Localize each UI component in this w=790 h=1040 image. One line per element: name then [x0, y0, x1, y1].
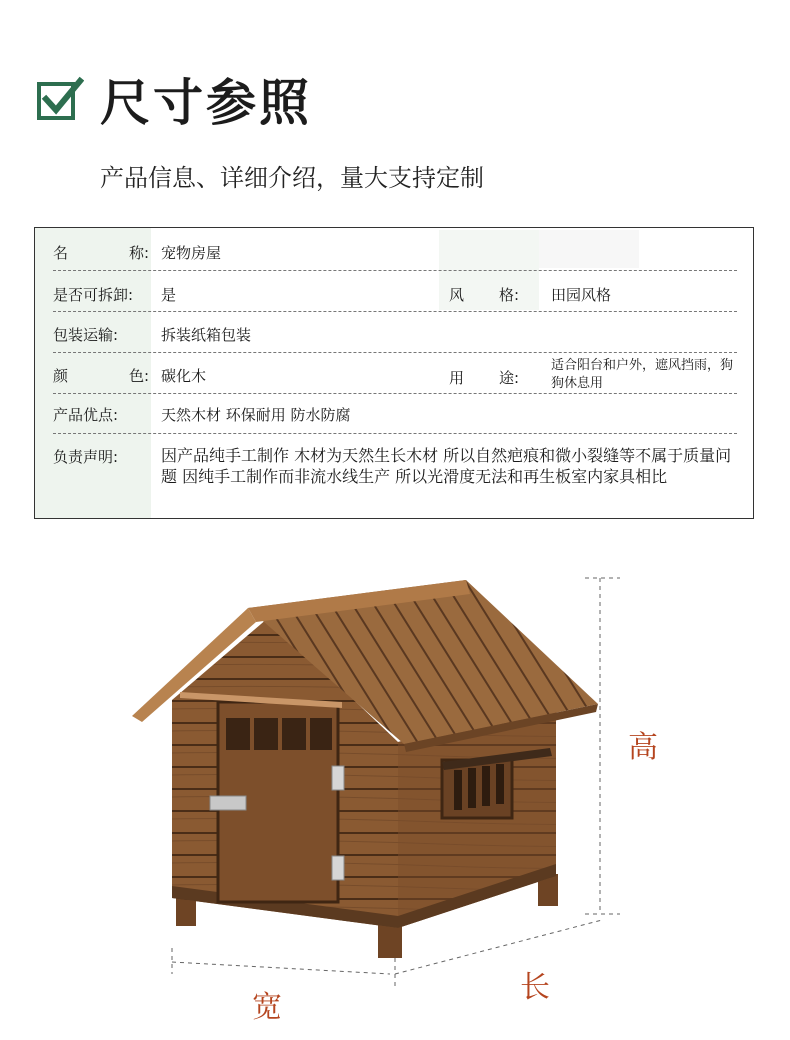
dog-house-image — [120, 570, 760, 1020]
spec-label-disclaimer: 负责声明: — [53, 448, 119, 466]
spec-value-usage: 适合阳台和户外，遮风挡雨，狗狗休息用 — [551, 358, 734, 391]
spec-label-detachable: 是否可拆卸: — [53, 286, 134, 304]
spec-value-style: 田园风格 — [551, 286, 612, 304]
spec-table — [34, 227, 754, 519]
spec-value-packaging: 拆装纸箱包装 — [161, 326, 252, 344]
dimension-length-label: 长 — [520, 970, 550, 1005]
background-patch — [539, 230, 639, 268]
spec-label-usage: 用 途: — [449, 369, 519, 387]
spec-value-name: 宠物房屋 — [161, 244, 222, 262]
page-title: 尺寸参照 — [100, 74, 312, 132]
page-subtitle: 产品信息、详细介绍，量大支持定制 — [100, 164, 484, 192]
spec-label-advantages: 产品优点: — [53, 406, 119, 424]
spec-label-color: 颜 色: — [53, 367, 149, 385]
row-divider — [53, 311, 737, 312]
spec-value-disclaimer: 因产品纯手工制作 木材为天然生长木材 所以自然疤痕和微小裂缝等不属于质量问题 因纯手工制作而非流水线生产 所以光滑度无法和再生板室内家具相比 — [161, 446, 732, 486]
row-divider — [53, 433, 737, 434]
checkbox-check-icon — [36, 75, 84, 123]
row-divider — [53, 352, 737, 353]
dimension-height-label: 高 — [628, 730, 658, 765]
row-divider — [53, 393, 737, 394]
spec-label-style: 风 格: — [449, 286, 519, 304]
spec-label-packaging: 包装运输: — [53, 326, 119, 344]
header — [36, 64, 312, 134]
spec-value-color: 碳化木 — [161, 367, 207, 385]
spec-value-detachable: 是 — [161, 286, 177, 304]
row-divider — [53, 270, 737, 271]
spec-label-name: 名 称: — [53, 244, 149, 262]
spec-value-advantages: 天然木材 环保耐用 防水防腐 — [161, 406, 351, 424]
dimension-width-label: 宽 — [252, 990, 282, 1025]
